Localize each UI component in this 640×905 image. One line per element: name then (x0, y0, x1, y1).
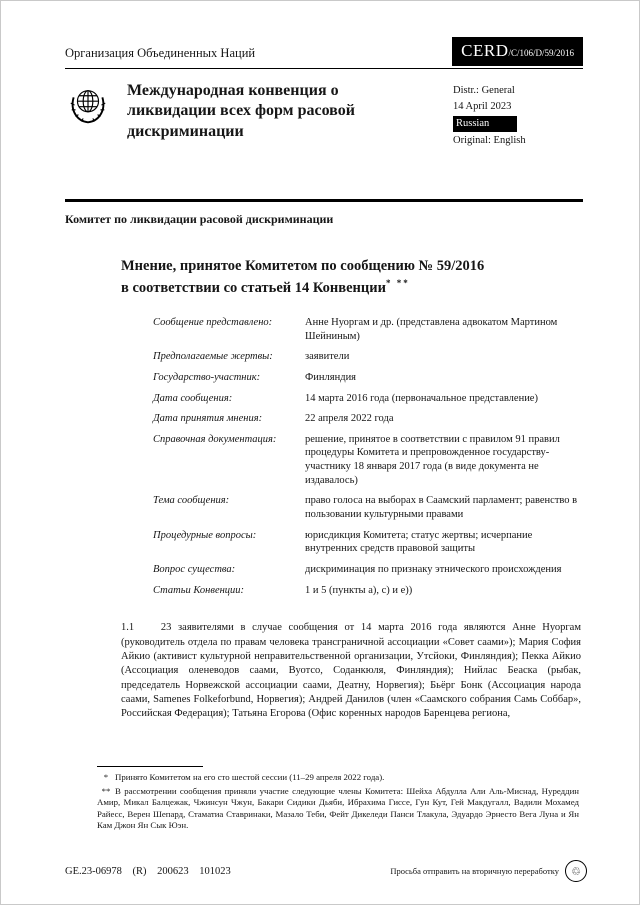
organization-name: Организация Объединенных Наций (65, 46, 256, 60)
field-value: заявители (305, 351, 350, 363)
un-emblem-icon (65, 83, 111, 129)
field-row-date-of-adoption (153, 412, 579, 426)
convention-title: Международная конвенция о ликвидации всех форм расовой дискриминации (127, 82, 355, 140)
field-row-subject-matter (153, 494, 579, 521)
body-paragraph-1-1: 1.1 23 заявителями в случае сообщения от 14 марта 2016 года являются Анне Нуоргам (руководитель отдела по правам человека трансграничной ассоциации «Совет саами»); Мария София Айкио (активист культурной неправительственной организации, Утсйоки, Финляндия); Пекка Айкио (Ассоциация оленеводов саами, Вуотсо, Соданкюля, Финляндия); Нийлас Беаска (рыбак, председатель Норвежской ассоциации саами, Деатну, Норвегия); Бьёрг Бонк (Ассоциация народа саами, Samenes Folkeforbund, Норвегия); Андрей Данилов (член «Саамского собрания Самь Соббар», Российская Федерация); Татьяна Егорова (Офис коренных народов Баренцева региона, (121, 622, 581, 720)
footnote-separator (97, 766, 203, 767)
committee-heading: Комитет по ликвидации расовой дискриминации (65, 212, 334, 226)
language-highlight: Russian (453, 116, 517, 133)
field-row-substantive-issue (153, 563, 579, 577)
field-value: дискриминация по признаку этнического происхождения (305, 563, 562, 575)
document-title-line1: Мнение, принятое Комитетом по сообщению № 59/2016 (121, 258, 485, 274)
ge-number: GE.23-06978 (R) 200623 101023 (65, 865, 231, 877)
field-row-convention-articles (153, 584, 579, 598)
field-row-alleged-victims (153, 350, 579, 364)
recycle-note (390, 860, 587, 882)
field-label: Справочная документация: (153, 433, 277, 445)
field-label: Сообщение представлено: (153, 316, 273, 328)
document-symbol-main: CERD (461, 41, 509, 60)
field-label: Процедурные вопросы: (153, 529, 257, 541)
field-value: решение, принятое в соответствии с правилом 91 правил процедуры Комитета и препровожденное государству-участнику 18 января 2017 года (в виде документа не издавалось) (305, 433, 560, 486)
document-symbol-badge (452, 37, 583, 66)
date-line: 14 April 2023 (453, 100, 512, 112)
header-main (65, 81, 583, 149)
original-language-line: Original: English (453, 135, 526, 147)
field-value: юрисдикция Комитета; статус жертвы; исчерпание внутренних средств правовой защиты (305, 529, 533, 555)
field-label: Предполагаемые жертвы: (153, 351, 273, 363)
field-value: право голоса на выборах в Саамский парламент; равенство в пользовании культурными правами (305, 495, 578, 520)
footnote-text: В рассмотрении сообщения приняли участие следующие члены Комитета: Шейха Абдулла Али Аль-Миснад, Нуреддин Амир, Микал Балцежак, Чжинсун Чжун, Бакари Сидики Дьяби, Ибрахима Гиссе, Гун Кут, Гей Макдугалл, Вадили Мохамед Райесс, Верен Шепард, Стаматиа Ставринаки, Мазало Теби, Фейт Дикеледи Панси Тлакула, Эдуардо Эрнесто Вега Луна и Ян Кам Джон Ян Сык Юэн. (97, 785, 579, 831)
footnote-mark: ** (101, 785, 111, 796)
field-value: 1 и 5 (пункты а), с) и е)) (305, 584, 413, 596)
field-label: Статьи Конвенции: (153, 584, 245, 596)
distribution-block (453, 81, 583, 149)
field-row-submitted-by (153, 316, 579, 343)
title-footnote-marks: * ** (385, 277, 410, 288)
header-top (65, 37, 583, 69)
case-metadata-table (153, 316, 579, 597)
footnote-1 (97, 772, 579, 784)
field-value: Анне Нуоргам и др. (представлена адвокатом Мартином Шейниным) (305, 316, 558, 342)
field-row-procedural-issues (153, 529, 579, 556)
footnote-2 (97, 786, 579, 832)
field-label: Дата сообщения: (153, 392, 233, 404)
field-label: Тема сообщения: (153, 495, 230, 507)
field-value: Финляндия (305, 371, 357, 383)
field-value: 14 марта 2016 года (первоначальное представление) (305, 392, 538, 404)
recycle-text: Просьба отправить на вторичную переработку (390, 866, 559, 876)
document-title (121, 257, 583, 298)
field-label: Вопрос существа: (153, 563, 236, 575)
field-row-state-party (153, 371, 579, 385)
field-row-date-of-communication (153, 392, 579, 406)
recycle-icon: ♲ (565, 860, 587, 882)
document-title-line2: в соответствии со статьей 14 Конвенции* ** (121, 277, 410, 296)
footnote-mark: * (103, 771, 109, 782)
distr-line: Distr.: General (453, 85, 515, 96)
field-value: 22 апреля 2022 года (305, 413, 394, 425)
field-label: Дата принятия мнения: (153, 413, 263, 425)
field-row-reference-documents (153, 433, 579, 488)
footnote-text: Принято Комитетом на его сто шестой сессии (11–29 апреля 2022 года). (115, 771, 385, 782)
header-rule (65, 199, 583, 202)
field-label: Государство-участник: (153, 371, 261, 383)
document-symbol-rest: /C/106/D/59/2016 (508, 48, 574, 58)
footnotes-section (97, 766, 579, 834)
page-footer (65, 860, 587, 882)
